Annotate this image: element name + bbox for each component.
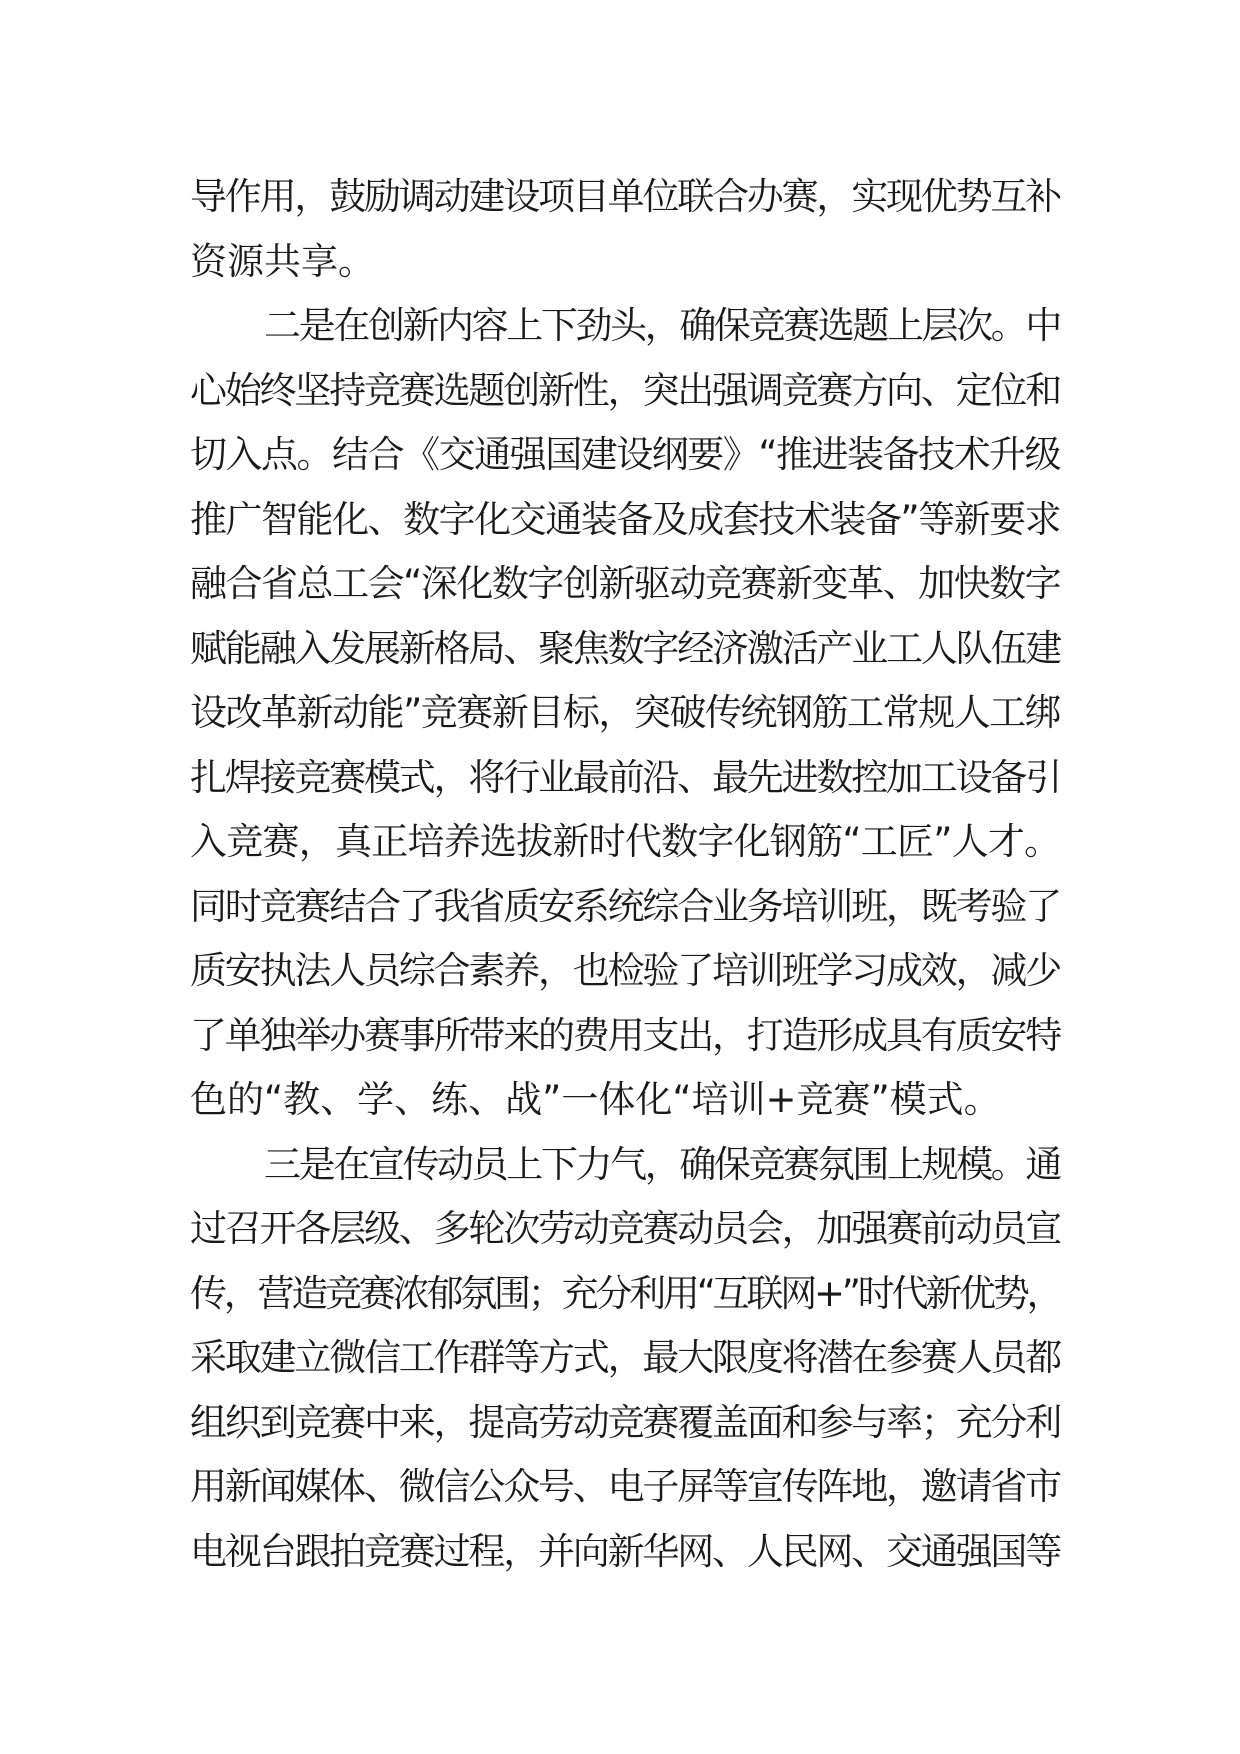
text-line: 设改革新动能”竞赛新目标，突破传统钢筋工常规人工绑 <box>190 691 1061 734</box>
text-line: 采取建立微信工作群等方式，最大限度将潜在参赛人员都 <box>190 1336 1060 1379</box>
text-line: 用新闻媒体、微信公众号、电子屏等宣传阵地，邀请省市 <box>190 1465 1060 1508</box>
text-line: 了单独举办赛事所带来的费用支出，打造形成具有质安特 <box>190 1013 1060 1057</box>
text-line: 传，营造竞赛浓郁氛围；充分利用“互联网+”时代新优势， <box>190 1271 1061 1315</box>
text-line: 导作用，鼓励调动建设项目单位联合办赛，实现优势互补 <box>190 175 1060 218</box>
paragraph-first-line: 三是在宣传动员上下力气，确保竞赛氛围上规模。通 <box>264 1142 1061 1186</box>
text-line: 扎焊接竞赛模式，将行业最前沿、最先进数控加工设备引 <box>190 755 1060 799</box>
text-line: 心始终坚持竞赛选题创新性，突出强调竞赛方向、定位和 <box>190 368 1060 412</box>
text-line: 入竞赛，真正培养选拔新时代数字化钢筋“工匠”人才。 <box>190 820 1061 863</box>
text-line: 赋能融入发展新格局、聚焦数字经济激活产业工人队伍建 <box>190 626 1060 670</box>
text-line: 资源共享。 <box>190 239 375 283</box>
text-line: 质安执法人员综合素养，也检验了培训班学习成效，减少 <box>190 949 1060 992</box>
text-line: 融合省总工会“深化数字创新驱动竞赛新变革、加快数字 <box>190 562 1061 605</box>
text-line: 同时竞赛结合了我省质安系统综合业务培训班，既考验了 <box>190 884 1060 928</box>
document-body-text <box>190 165 1060 1584</box>
text-line: 推广智能化、数字化交通装备及成套技术装备”等新要求 <box>190 497 1061 541</box>
text-line: 组织到竞赛中来，提高劳动竞赛覆盖面和参与率；充分利 <box>190 1400 1060 1444</box>
paragraph-first-line: 二是在创新内容上下劲头，确保竞赛选题上层次。中 <box>264 304 1061 347</box>
text-line: 电视台跟拍竞赛过程，并向新华网、人民网、交通强国等 <box>190 1529 1060 1573</box>
text-line: 色的“教、学、练、战”一体化“培训+竞赛”模式。 <box>190 1078 1001 1121</box>
text-line: 过召开各层级、多轮次劳动竞赛动员会，加强赛前动员宣 <box>190 1207 1060 1250</box>
text-line: 切入点。结合《交通强国建设纲要》“推进装备技术升级 <box>190 433 1061 476</box>
